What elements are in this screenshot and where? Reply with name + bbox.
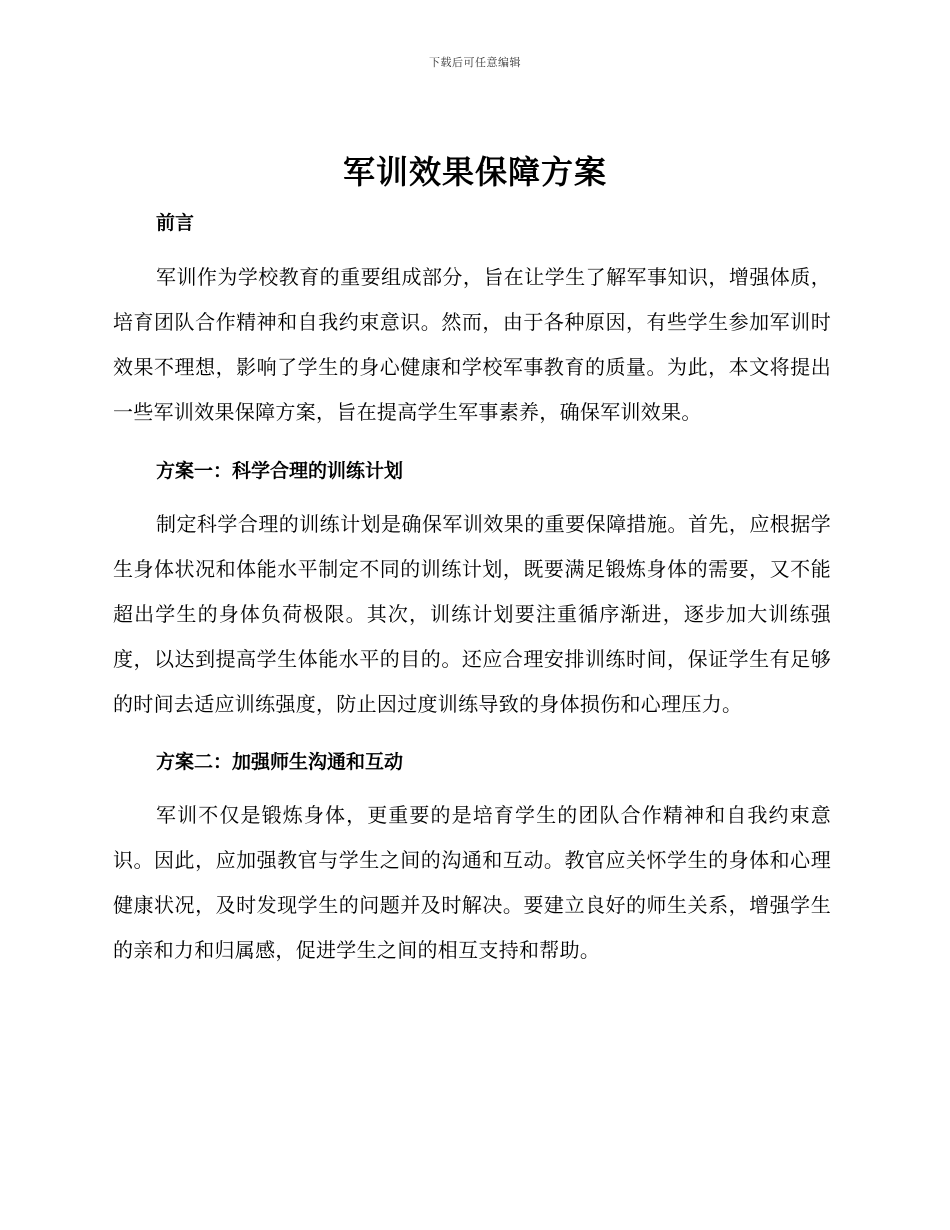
section-paragraph-plan-one: 制定科学合理的训练计划是确保军训效果的重要保障措施。首先，应根据学生身体状况和体能水平制定不同的训练计划，既要满足锻炼身体的需要，又不能超出学生的身体负荷极限。其次，训练计划要注重循序渐进，逐步加大训练强度，以达到提高学生体能水平的目的。还应合理安排训练时间，保证学生有足够的时间去适应训练强度，防止因过度训练导致的身体损伤和心理压力。 xyxy=(113,512,831,716)
header-note: 下载后可任意编辑 xyxy=(429,56,521,69)
section-heading-preface: 前言 xyxy=(156,212,195,234)
section-paragraph-plan-two: 军训不仅是锻炼身体，更重要的是培育学生的团队合作精神和自我约束意识。因此，应加强教官与学生之间的沟通和互动。教官应关怀学生的身体和心理健康状况，及时发现学生的问题并及时解决。要建立良好的师生关系，增强学生的亲和力和归属感，促进学生之间的相互支持和帮助。 xyxy=(113,803,831,962)
document-title: 军训效果保障方案 xyxy=(342,153,607,191)
document-body xyxy=(113,200,831,973)
section-paragraph-preface: 军训作为学校教育的重要组成部分，旨在让学生了解军事知识，增强体质，培育团队合作精神和自我约束意识。然而，由于各种原因，有些学生参加军训时效果不理想，影响了学生的身心健康和学校军事教育的质量。为此，本文将提出一些军训效果保障方案，旨在提高学生军事素养，确保军训效果。 xyxy=(113,265,831,424)
section-heading-plan-one: 方案一：科学合理的训练计划 xyxy=(156,460,404,482)
section-heading-plan-two: 方案二：加强师生沟通和互动 xyxy=(156,751,404,773)
